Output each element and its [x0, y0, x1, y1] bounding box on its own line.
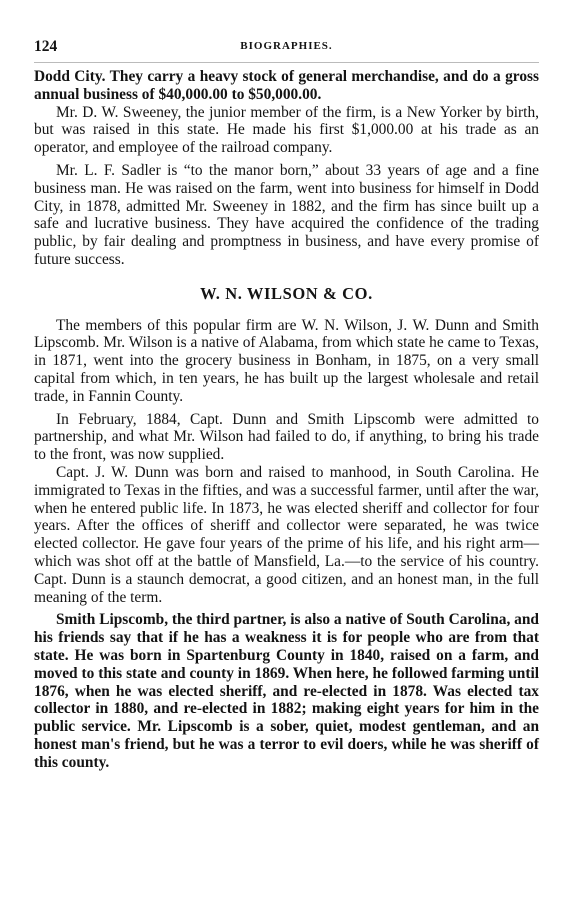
page-header: [34, 38, 539, 60]
paragraph: Mr. L. F. Sadler is “to the manor born,” about 33 years of age and a fine business man. He was raised on the farm, went into business for himself in Dodd City, in 1878, admitted Mr. Sweeney in 1882, and the firm has since built up a safe and lucrative business. They have acquired the confidence of the trading public, by fair dealing and promptness in business, and have every promise of future success.: [34, 161, 539, 268]
body-text: [34, 68, 539, 771]
paragraph: Dodd City. They carry a heavy stock of general merchandise, and do a gross annual business of $40,000.00 to $50,000.00.: [34, 68, 539, 103]
page-number: 124: [34, 38, 58, 55]
running-head: BIOGRAPHIES.: [240, 40, 333, 52]
paragraph: Capt. J. W. Dunn was born and raised to manhood, in South Carolina. He immigrated to Texas in the fifties, and was a successful farmer, until after the war, when he entered public life. In 1873, he was elected sheriff and collector for four years. After the offices of sheriff and collector were separated, he was twice elected collector. He gave four years of the prime of his life, and his right arm—which was shot off at the battle of Mansfield, La.—to the service of his country. Capt. Dunn is a staunch democrat, a good citizen, and an honest man, in the full meaning of the term.: [34, 463, 539, 606]
paragraph: Smith Lipscomb, the third partner, is also a native of South Carolina, and his friends say that if he has a weakness it is for people who are from that state. He was born in Spartenburg County in 1840, raised on a farm, and moved to this state and county in 1869. When here, he followed farming until 1876, when he was elected sheriff, and re-elected in 1878. Was elected tax collector in 1880, and re-elected in 1882; making eight years for him in the public service. Mr. Lipscomb is a sober, quiet, modest gentleman, and an honest man's friend, but he was a terror to evil doers, while he was sheriff of this county.: [34, 611, 539, 771]
section-heading: W. N. WILSON & CO.: [200, 283, 373, 303]
header-rule: [34, 62, 539, 63]
paragraph: The members of this popular firm are W. N. Wilson, J. W. Dunn and Smith Lipscomb. Mr. Wilson is a native of Alabama, from which state he came to Texas, in 1871, went into the grocery business in Bonham, in 1875, on a very small capital from which, in ten years, he has built up the largest wholesale and retail trade, in Fannin County.: [34, 316, 539, 405]
paragraph: In February, 1884, Capt. Dunn and Smith Lipscomb were admitted to partnership, and what Mr. Wilson had failed to do, if anything, to bring his trade to the front, was now supplied.: [34, 410, 539, 464]
paragraph: Mr. D. W. Sweeney, the junior member of the firm, is a New Yorker by birth, but was raised in this state. He made his first $1,000.00 at his trade as an operator, and employee of the railroad company.: [34, 103, 539, 157]
